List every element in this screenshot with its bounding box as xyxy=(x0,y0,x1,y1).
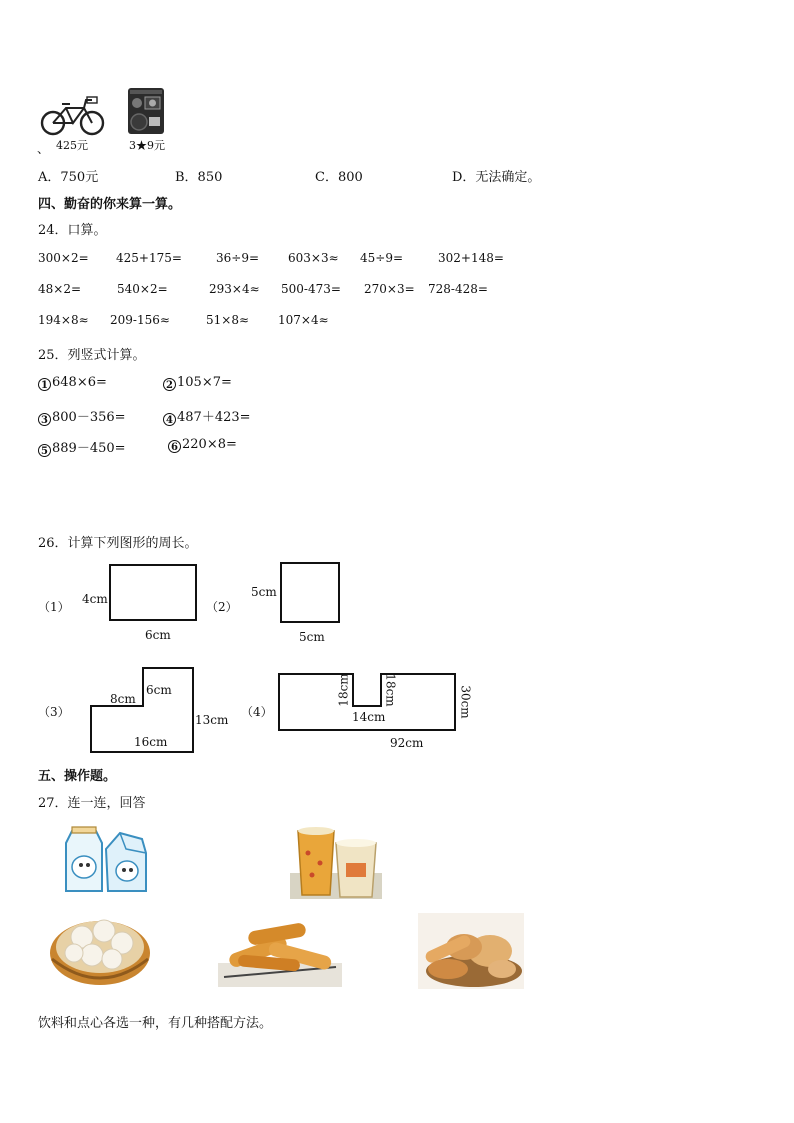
bread-basket-icon xyxy=(418,913,524,989)
fig4-dim-d: 14cm xyxy=(352,710,386,724)
section-4-title: 四、勤奋的你来算一算。 xyxy=(38,197,182,212)
radio-price: 3★9元 xyxy=(129,139,165,152)
q25-item-4 xyxy=(163,406,251,426)
circled-number: 1 xyxy=(38,378,51,391)
q25-expr: 648×6= xyxy=(52,375,107,390)
fig3-label: （3） xyxy=(38,705,70,719)
q25-expr: 105×7= xyxy=(177,375,232,390)
q26-title: 26．计算下列图形的周长。 xyxy=(38,536,198,551)
q24-r2-3: 293×4≈ xyxy=(209,282,260,296)
q24-r3-1: 194×8≈ xyxy=(38,313,89,327)
fig4-label: （4） xyxy=(241,705,273,719)
fig3-dim-b: 6cm xyxy=(146,683,172,697)
q24-r3-2: 209-156≈ xyxy=(110,313,170,327)
q24-r1-6: 302+148= xyxy=(438,251,504,265)
q24-title: 24．口算。 xyxy=(38,223,107,238)
q25-item-5 xyxy=(38,437,126,457)
q24-r3-3: 51×8≈ xyxy=(206,313,250,327)
fig2-width: 5cm xyxy=(299,630,325,644)
q24-r2-2: 540×2= xyxy=(117,282,168,296)
fig2-label: （2） xyxy=(206,600,238,614)
q25-expr: 220×8= xyxy=(182,437,237,452)
q24-r2-4: 500-473= xyxy=(281,282,341,296)
q25-expr: 889－450= xyxy=(52,441,126,456)
q25-title: 25．列竖式计算。 xyxy=(38,348,146,363)
fig2-square xyxy=(280,562,340,623)
milk-carton-icon xyxy=(62,825,150,895)
q27-title: 27．连一连，回答 xyxy=(38,796,146,811)
circled-number: 3 xyxy=(38,413,51,426)
bike-price: 425元 xyxy=(56,139,88,152)
q25-item-6 xyxy=(168,437,237,453)
steamed-buns-icon xyxy=(48,907,152,989)
radio-icon xyxy=(127,87,165,135)
q24-r1-4: 603×3≈ xyxy=(288,251,339,265)
choice-a: A．750元 xyxy=(38,170,99,185)
circled-number: 2 xyxy=(163,378,176,391)
choice-b: B．850 xyxy=(175,170,223,185)
fig1-width: 6cm xyxy=(145,628,171,642)
fig1-rectangle xyxy=(109,564,197,621)
circled-number: 4 xyxy=(163,413,176,426)
q25-item-2 xyxy=(163,375,232,391)
fig3-dim-d: 16cm xyxy=(134,735,168,749)
choice-c: C．800 xyxy=(315,170,363,185)
fig3-dim-a: 8cm xyxy=(110,692,136,706)
q24-r1-3: 36÷9= xyxy=(216,251,260,265)
fried-dough-icon xyxy=(218,907,342,987)
q24-r2-5: 270×3= xyxy=(364,282,415,296)
q24-r1-1: 300×2= xyxy=(38,251,89,265)
q24-r1-2: 425+175= xyxy=(116,251,182,265)
choice-d: D．无法确定。 xyxy=(452,170,541,185)
fig4-dim-e: 92cm xyxy=(390,736,424,750)
q24-r2-1: 48×2= xyxy=(38,282,82,296)
section-5-title: 五、操作题。 xyxy=(38,769,117,784)
fig1-height: 4cm xyxy=(82,592,108,606)
q27-question: 饮料和点心各选一种，有几种搭配方法。 xyxy=(38,1016,273,1031)
q25-item-3 xyxy=(38,406,126,426)
q25-expr: 487＋423= xyxy=(177,410,251,425)
fig2-height: 5cm xyxy=(251,585,277,599)
circled-number: 6 xyxy=(168,440,181,453)
q24-r2-6: 728-428= xyxy=(428,282,488,296)
q25-expr: 800－356= xyxy=(52,410,126,425)
list-mark: 、 xyxy=(37,142,50,156)
fig4-dim-b: 18cm xyxy=(383,673,398,707)
fig1-label: （1） xyxy=(38,600,70,614)
circled-number: 5 xyxy=(38,444,51,457)
fig4-dim-c: 30cm xyxy=(458,685,473,719)
drink-cups-icon xyxy=(290,823,382,899)
fig3-dim-c: 13cm xyxy=(195,713,229,727)
bicycle-icon xyxy=(40,94,106,138)
q24-r1-5: 45÷9= xyxy=(360,251,404,265)
fig4-dim-a: 18cm xyxy=(336,673,351,707)
q25-item-1 xyxy=(38,375,107,391)
q24-r3-4: 107×4≈ xyxy=(278,313,329,327)
